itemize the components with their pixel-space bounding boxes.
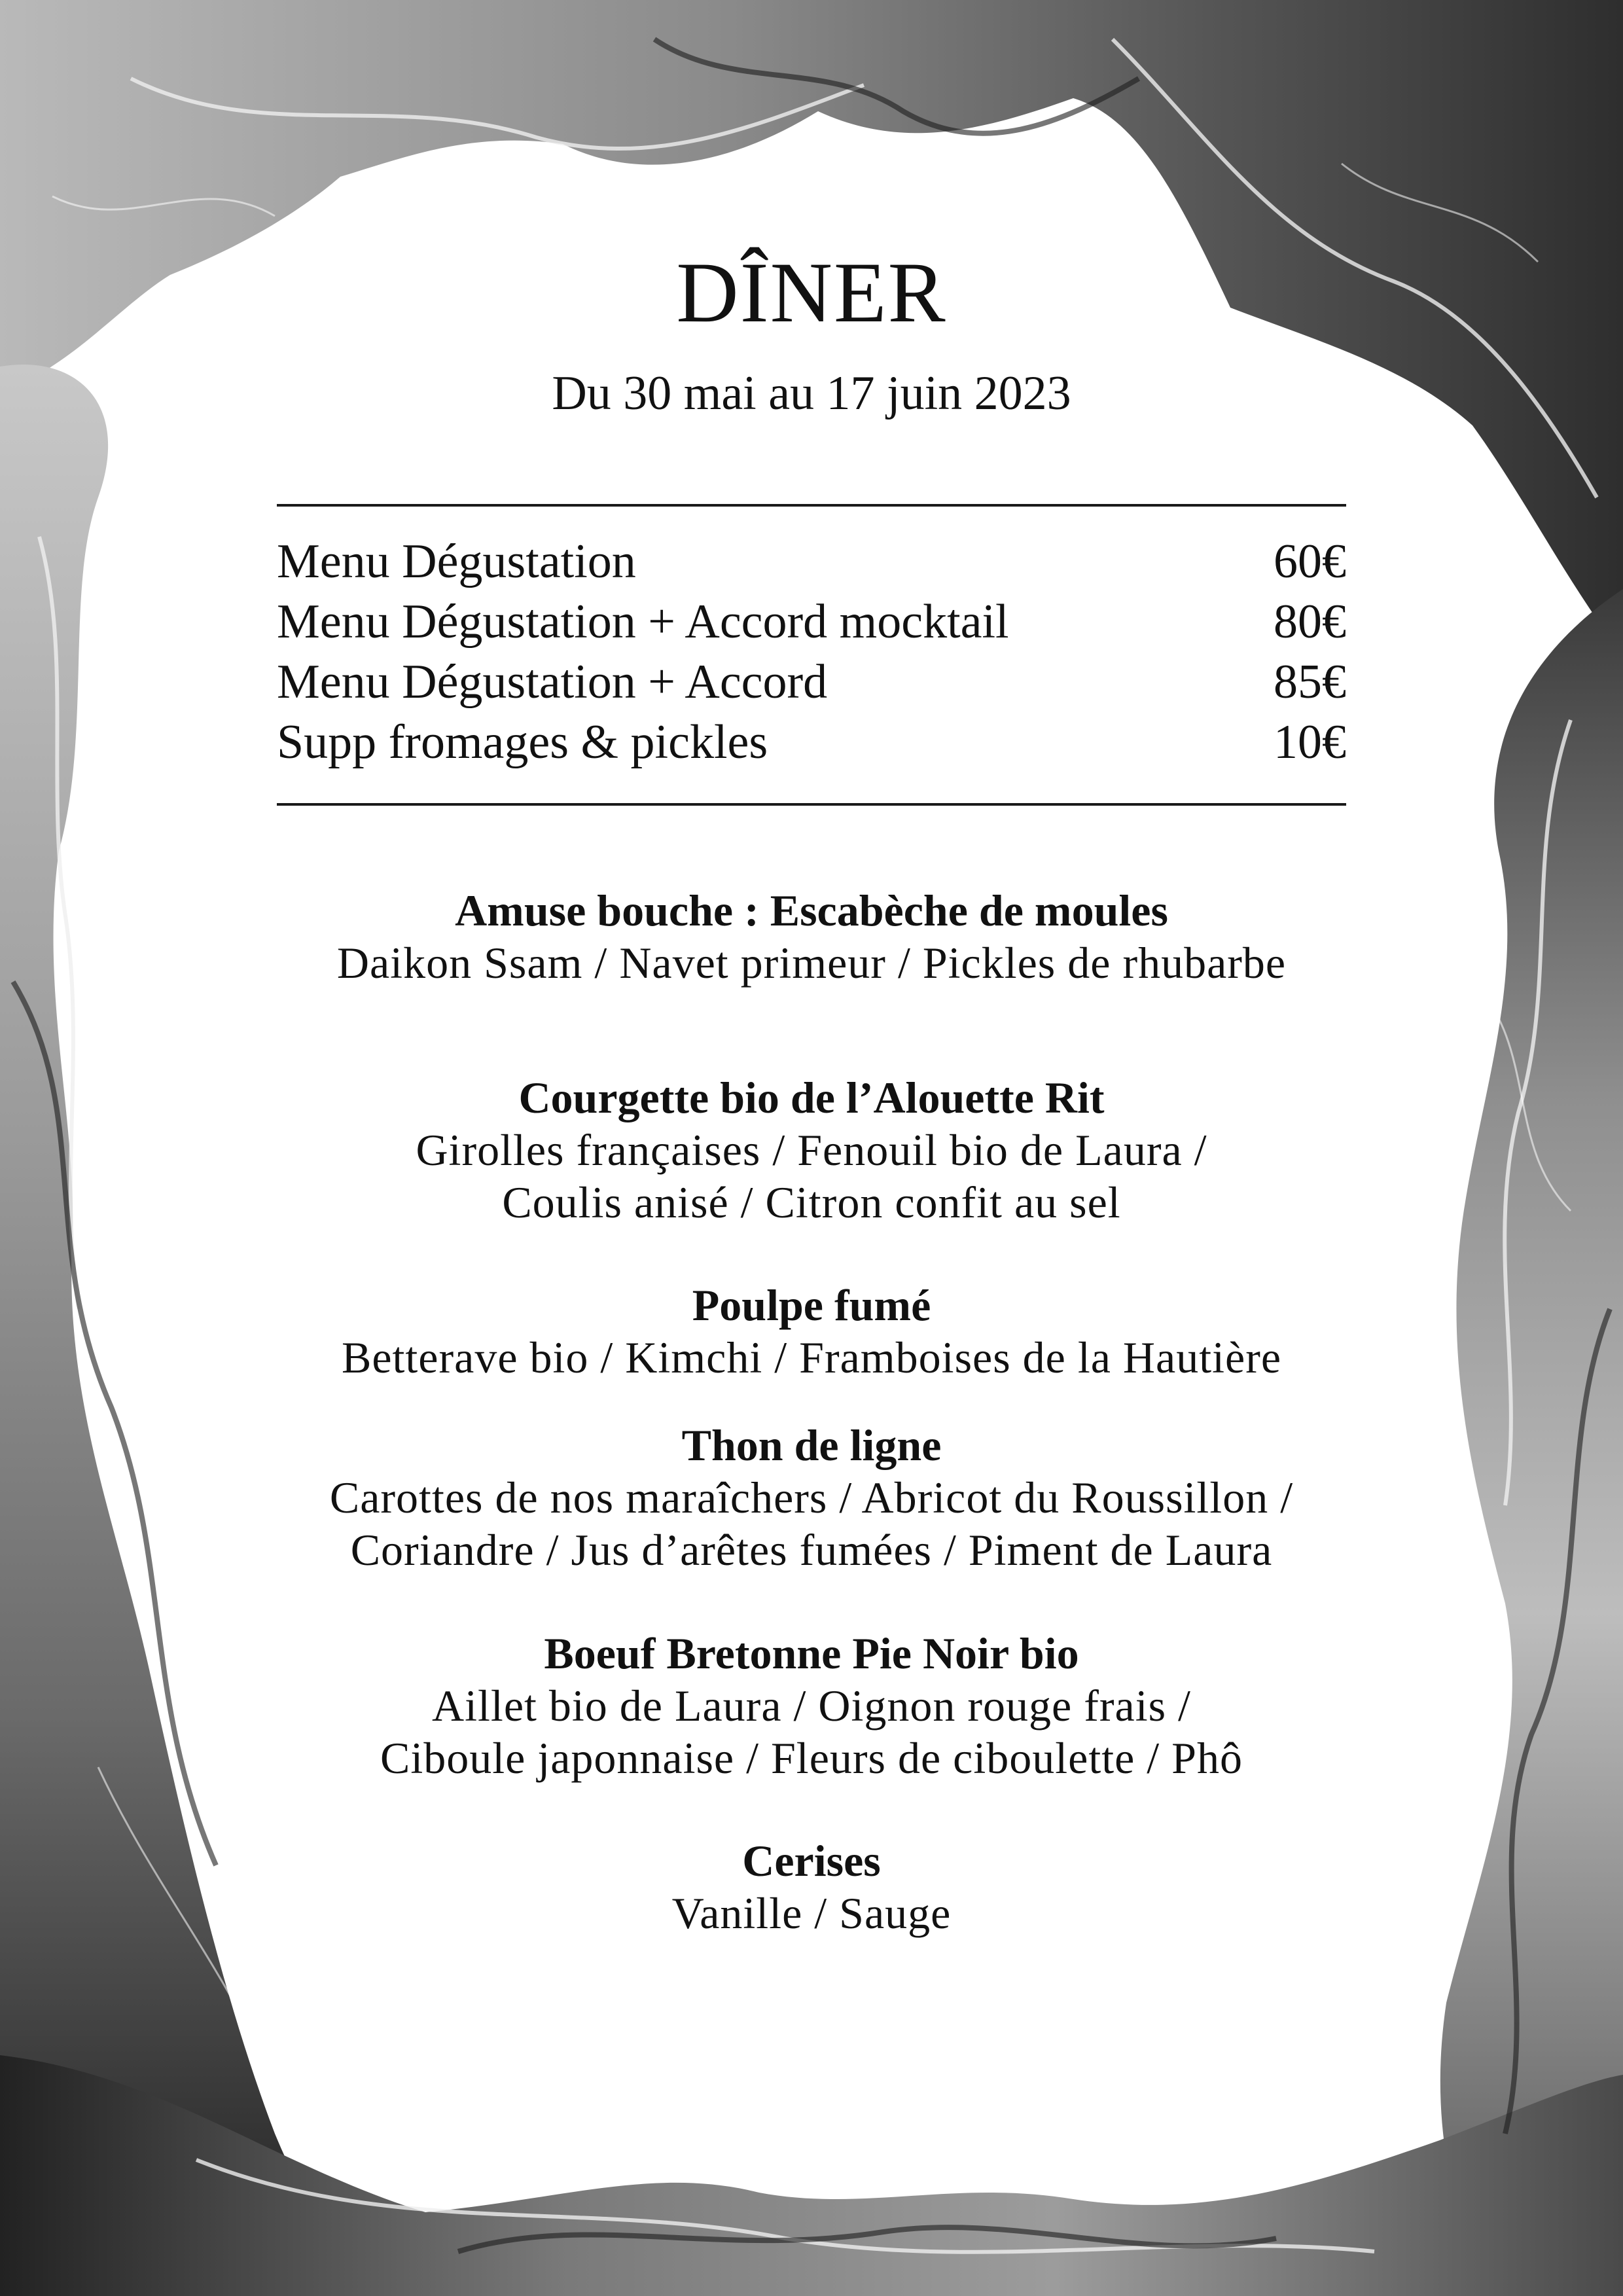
menu-dates: Du 30 mai au 17 juin 2023	[552, 367, 1071, 420]
price-value: 80€	[1274, 595, 1346, 649]
menu-title: DÎNER	[676, 244, 947, 340]
price-row	[277, 652, 1346, 712]
price-label: Menu Dégustation	[277, 535, 636, 588]
dish-item	[0, 1071, 1623, 1229]
dish-description: Girolles françaises / Fenouil bio de Laura /	[416, 1125, 1207, 1175]
dish-description: Coriandre / Jus d’arêtes fumées / Piment de Laura	[350, 1525, 1273, 1575]
price-label: Supp fromages & pickles	[277, 715, 768, 769]
price-row	[277, 531, 1346, 592]
dish-item	[0, 1627, 1623, 1784]
dish-description: Vanille / Sauge	[671, 1888, 952, 1938]
divider-bottom	[277, 803, 1346, 806]
dish-name: Poulpe fumé	[692, 1280, 931, 1330]
price-row	[277, 712, 1346, 772]
dish-description: Daikon Ssam / Navet primeur / Pickles de rhubarbe	[336, 938, 1287, 988]
dish-item	[0, 1279, 1623, 1384]
price-label: Menu Dégustation + Accord mocktail	[277, 595, 1009, 649]
dish-name: Thon de ligne	[681, 1420, 942, 1470]
price-value: 85€	[1274, 655, 1346, 709]
price-value: 10€	[1274, 715, 1346, 769]
divider-top	[277, 504, 1346, 507]
price-row	[277, 592, 1346, 652]
dish-item	[0, 1419, 1623, 1576]
dish-description: Coulis anisé / Citron confit au sel	[502, 1177, 1121, 1227]
dish-description: Ciboule japonnaise / Fleurs de ciboulette / Phô	[380, 1733, 1243, 1783]
price-value: 60€	[1274, 535, 1346, 588]
dish-item	[0, 1835, 1623, 1939]
dish-name: Courgette bio de l’Alouette Rit	[518, 1073, 1105, 1122]
price-list	[277, 531, 1346, 772]
dish-item	[0, 884, 1623, 989]
price-label: Menu Dégustation + Accord	[277, 655, 828, 709]
dish-name: Boeuf Bretonne Pie Noir bio	[544, 1628, 1079, 1678]
dish-description: Aillet bio de Laura / Oignon rouge frais /	[432, 1681, 1191, 1731]
dish-description: Betterave bio / Kimchi / Framboises de la Hautière	[341, 1333, 1282, 1382]
dish-name: Amuse bouche : Escabèche de moules	[455, 886, 1168, 935]
dish-description: Carottes de nos maraîchers / Abricot du Roussillon /	[329, 1473, 1294, 1522]
dish-name: Cerises	[742, 1836, 881, 1886]
